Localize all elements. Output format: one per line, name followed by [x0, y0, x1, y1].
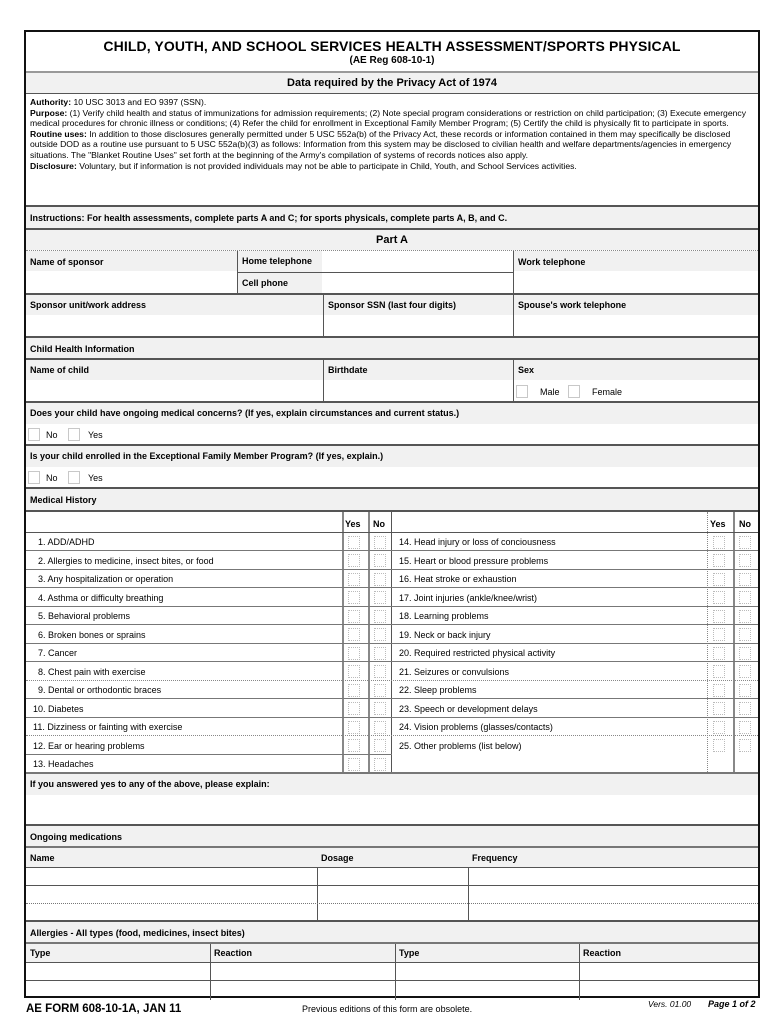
- birthdate-label: Birthdate: [328, 365, 368, 375]
- purpose-text: (1) Verify child health and status of immunizations for admission requirements; (2) Note special program considerations or restriction on child participation; (3) Execute emergency medical procedures for chronic illness or conditions; (4) Refer the child for enrollment in Exceptional Family Member Program; (5) Certify the child is physically fit to participate in sports.: [30, 107, 746, 129]
- mh-item-5: 5. Behavioral problems: [38, 611, 131, 621]
- spouse-work-telephone-field[interactable]: [514, 315, 758, 337]
- mh-18-yes-checkbox[interactable]: [713, 610, 725, 623]
- cell-phone-field[interactable]: [322, 273, 513, 294]
- mh-9-no-checkbox[interactable]: [374, 684, 386, 697]
- work-telephone-label: Work telephone: [518, 257, 586, 267]
- mh-5-yes-checkbox[interactable]: [348, 610, 360, 623]
- birthdate-field[interactable]: [324, 380, 513, 402]
- mh-item-3: 3. Any hospitalization or operation: [38, 574, 174, 584]
- mh-item-24: 24. Vision problems (glasses/contacts): [399, 722, 553, 732]
- spouse-work-telephone-label: Spouse's work telephone: [518, 300, 627, 310]
- mh-7-no-checkbox[interactable]: [374, 647, 386, 660]
- allergy-col-reaction-2: Reaction: [583, 948, 622, 958]
- privacy-heading: Data required by the Privacy Act of 1974: [287, 77, 497, 89]
- sponsor-ssn-field[interactable]: [324, 315, 513, 337]
- medications-heading: Ongoing medications: [30, 832, 123, 842]
- mh-11-no-checkbox[interactable]: [374, 721, 386, 734]
- mh-item-8: 8. Chest pain with exercise: [38, 667, 146, 677]
- other-problems-field[interactable]: [396, 754, 706, 772]
- medical-concerns-no-label: No: [46, 430, 58, 440]
- mh-24-no-checkbox[interactable]: [739, 721, 751, 734]
- allergy-row-1-type-1[interactable]: [26, 963, 210, 980]
- mh-1-no-checkbox[interactable]: [374, 536, 386, 549]
- sponsor-unit-label: Sponsor unit/work address: [30, 300, 147, 310]
- name-of-child-label: Name of child: [30, 365, 90, 375]
- disclosure-label: Disclosure:: [30, 160, 77, 171]
- efmp-question: Is your child enrolled in the Exceptional Family Member Program? (If yes, explain.): [30, 451, 384, 461]
- sex-female-label: Female: [592, 387, 623, 397]
- mh-8-no-checkbox[interactable]: [374, 665, 386, 678]
- form-regulation: (AE Reg 608-10-1): [349, 55, 435, 66]
- mh-23-yes-checkbox[interactable]: [713, 702, 725, 715]
- mh-18-no-checkbox[interactable]: [739, 610, 751, 623]
- mh-12-yes-checkbox[interactable]: [348, 739, 360, 752]
- med-col-name: Name: [30, 853, 55, 863]
- mh-25-yes-checkbox[interactable]: [713, 739, 725, 752]
- allergies-heading-row: [26, 920, 758, 942]
- disclosure-text: Voluntary, but if information is not provided individuals may not be able to participate in Child, Youth, and School Services activities.: [76, 160, 577, 171]
- mh-20-no-checkbox[interactable]: [739, 647, 751, 660]
- mh-10-yes-checkbox[interactable]: [348, 702, 360, 715]
- medical-concerns-yes-label: Yes: [88, 430, 103, 440]
- child-health-heading: Child Health Information: [30, 344, 135, 354]
- mh-16-no-checkbox[interactable]: [739, 573, 751, 586]
- explain-field[interactable]: [26, 795, 758, 825]
- cell-phone-label: Cell phone: [242, 278, 289, 288]
- work-telephone-field[interactable]: [514, 271, 758, 293]
- mh-17-no-checkbox[interactable]: [739, 591, 751, 604]
- mh-item-25: 25. Other problems (list below): [399, 741, 522, 751]
- part-a-heading-row: [26, 228, 758, 250]
- mh-1-yes-checkbox[interactable]: [348, 536, 360, 549]
- mh-22-yes-checkbox[interactable]: [713, 684, 725, 697]
- sex-male-label: Male: [540, 387, 560, 397]
- medical-concerns-question: Does your child have ongoing medical concerns? (If yes, explain circumstances and current status.): [30, 408, 460, 418]
- mh-15-no-checkbox[interactable]: [739, 554, 751, 567]
- mh-item-21: 21. Seizures or convulsions: [399, 667, 510, 677]
- mh-11-yes-checkbox[interactable]: [348, 721, 360, 734]
- authority-label: Authority:: [30, 97, 72, 107]
- mh-item-11: 11. Dizziness or fainting with exercise: [33, 722, 183, 732]
- form-id: AE FORM 608-10-1A, JAN 11: [26, 1003, 182, 1015]
- col-no-right: No: [739, 519, 751, 529]
- mh-item-16: 16. Heat stroke or exhaustion: [399, 574, 517, 584]
- mh-3-no-checkbox[interactable]: [374, 573, 386, 586]
- med-row-1-dosage[interactable]: [318, 868, 468, 885]
- medical-concerns-yes-checkbox[interactable]: [68, 428, 80, 441]
- health-assessment-form: [24, 30, 760, 998]
- efmp-no-label: No: [46, 473, 58, 483]
- privacy-heading-row: [26, 71, 758, 93]
- mh-20-yes-checkbox[interactable]: [713, 647, 725, 660]
- medical-concerns-no-checkbox[interactable]: [28, 428, 40, 441]
- mh-15-yes-checkbox[interactable]: [713, 554, 725, 567]
- allergy-row-2-reaction-1[interactable]: [211, 981, 395, 999]
- allergy-row-2-type-1[interactable]: [26, 981, 210, 999]
- instructions-text: Instructions: For health assessments, complete parts A and C; for sports physicals, complete parts A, B, and C.: [30, 213, 508, 223]
- mh-14-no-checkbox[interactable]: [739, 536, 751, 549]
- privacy-statement: [26, 93, 758, 204]
- med-row-3-name[interactable]: [26, 904, 317, 921]
- med-col-frequency: Frequency: [472, 853, 518, 863]
- medical-history-heading-row: [26, 487, 758, 510]
- mh-7-yes-checkbox[interactable]: [348, 647, 360, 660]
- mh-item-6: 6. Broken bones or sprains: [38, 630, 146, 640]
- medications-heading-row: [26, 824, 758, 846]
- name-of-sponsor-label: Name of sponsor: [30, 257, 104, 267]
- mh-23-no-checkbox[interactable]: [739, 702, 751, 715]
- allergy-row-1-type-2[interactable]: [396, 963, 579, 980]
- allergy-row-1-reaction-2[interactable]: [580, 963, 758, 980]
- efmp-no-checkbox[interactable]: [28, 471, 40, 484]
- mh-21-yes-checkbox[interactable]: [713, 665, 725, 678]
- mh-10-no-checkbox[interactable]: [374, 702, 386, 715]
- mh-item-1: 1. ADD/ADHD: [38, 537, 95, 547]
- mh-item-7: 7. Cancer: [38, 648, 78, 658]
- explain-label: If you answered yes to any of the above, please explain:: [30, 779, 270, 789]
- form-header: [26, 32, 758, 71]
- mh-3-yes-checkbox[interactable]: [348, 573, 360, 586]
- allergy-row-2-reaction-2[interactable]: [580, 981, 758, 999]
- mh-item-19: 19. Neck or back injury: [399, 630, 491, 640]
- efmp-yes-label: Yes: [88, 473, 103, 483]
- mh-5-no-checkbox[interactable]: [374, 610, 386, 623]
- col-no-left: No: [373, 519, 385, 529]
- allergy-col-type-1: Type: [30, 948, 51, 958]
- mh-16-yes-checkbox[interactable]: [713, 573, 725, 586]
- sex-male-checkbox[interactable]: [516, 385, 528, 398]
- name-of-sponsor-field[interactable]: [26, 271, 237, 293]
- col-yes-left: Yes: [345, 519, 361, 529]
- sponsor-unit-row: [26, 293, 758, 336]
- mh-item-10: 10. Diabetes: [33, 704, 84, 714]
- allergies-heading: Allergies - All types (food, medicines, insect bites): [30, 928, 245, 938]
- mh-22-no-checkbox[interactable]: [739, 684, 751, 697]
- mh-9-yes-checkbox[interactable]: [348, 684, 360, 697]
- home-telephone-label: Home telephone: [242, 256, 313, 266]
- mh-4-yes-checkbox[interactable]: [348, 591, 360, 604]
- mh-item-9: 9. Dental or orthodontic braces: [38, 685, 162, 695]
- form-version: Vers. 01.00: [648, 999, 692, 1009]
- col-yes-right: Yes: [710, 519, 726, 529]
- home-telephone-field[interactable]: [322, 251, 513, 272]
- mh-item-2: 2. Allergies to medicine, insect bites, or food: [38, 556, 214, 566]
- mh-6-yes-checkbox[interactable]: [348, 628, 360, 641]
- mh-item-4: 4. Asthma or difficulty breathing: [38, 593, 164, 603]
- medical-history-heading: Medical History: [30, 495, 97, 505]
- allergy-row-1-reaction-1[interactable]: [211, 963, 395, 980]
- mh-item-18: 18. Learning problems: [399, 611, 489, 621]
- mh-2-no-checkbox[interactable]: [374, 554, 386, 567]
- explain-row: [26, 772, 758, 824]
- form-title: CHILD, YOUTH, AND SCHOOL SERVICES HEALTH ASSESSMENT/SPORTS PHYSICAL: [103, 38, 681, 54]
- mh-item-14: 14. Head injury or loss of conciousness: [399, 537, 556, 547]
- mh-17-yes-checkbox[interactable]: [713, 591, 725, 604]
- mh-item-13: 13. Headaches: [33, 759, 94, 769]
- mh-19-yes-checkbox[interactable]: [713, 628, 725, 641]
- mh-13-no-checkbox[interactable]: [374, 758, 386, 771]
- medical-history-table: [26, 510, 758, 772]
- med-row-3-dosage[interactable]: [318, 904, 468, 921]
- mh-19-no-checkbox[interactable]: [739, 628, 751, 641]
- name-of-child-field[interactable]: [26, 380, 323, 402]
- allergy-row-2-type-2[interactable]: [396, 981, 579, 999]
- sponsor-unit-field[interactable]: [26, 315, 323, 337]
- mh-item-12: 12. Ear or hearing problems: [33, 741, 145, 751]
- mh-8-yes-checkbox[interactable]: [348, 665, 360, 678]
- med-row-1-name[interactable]: [26, 868, 317, 885]
- instructions-row: [26, 205, 758, 228]
- med-row-1-frequency[interactable]: [469, 868, 758, 885]
- med-row-2-frequency[interactable]: [469, 886, 758, 903]
- allergy-col-reaction-1: Reaction: [214, 948, 253, 958]
- efmp-row: [26, 444, 758, 487]
- mh-14-yes-checkbox[interactable]: [713, 536, 725, 549]
- mh-12-no-checkbox[interactable]: [374, 739, 386, 752]
- mh-item-23: 23. Speech or development delays: [399, 704, 538, 714]
- obsolete-notice: Previous editions of this form are obsolete.: [302, 1004, 473, 1014]
- mh-item-17: 17. Joint injuries (ankle/knee/wrist): [399, 593, 538, 603]
- child-health-heading-row: [26, 336, 758, 358]
- medications-table: [26, 846, 758, 920]
- mh-24-yes-checkbox[interactable]: [713, 721, 725, 734]
- mh-item-22: 22. Sleep problems: [399, 685, 477, 695]
- child-info-row: [26, 358, 758, 401]
- page-number: Page 1 of 2: [708, 999, 756, 1009]
- med-row-3-frequency[interactable]: [469, 904, 758, 921]
- med-row-2-name[interactable]: [26, 886, 317, 903]
- medical-concerns-row: [26, 401, 758, 444]
- efmp-yes-checkbox[interactable]: [68, 471, 80, 484]
- med-col-dosage: Dosage: [321, 853, 354, 863]
- sex-label: Sex: [518, 365, 535, 375]
- mh-item-15: 15. Heart or blood pressure problems: [399, 556, 549, 566]
- routine-uses-text: In addition to those disclosures generally permitted under 5 USC 552a(b) of the Privacy Act, these records or information contained in them may specifically be disclosed outside DOD as a routine use pursuant to 5 USC 552a(b)(3) as follows: Information from this system may be disclosed to civilian health and welfare departments/agencies in emergency situations. The "Blanket Routine Uses" set forth at the beginning of the Army's compilation of systems of records notices also apply.: [30, 128, 732, 160]
- mh-4-no-checkbox[interactable]: [374, 591, 386, 604]
- routine-uses-label: Routine uses:: [30, 128, 87, 139]
- mh-6-no-checkbox[interactable]: [374, 628, 386, 641]
- mh-21-no-checkbox[interactable]: [739, 665, 751, 678]
- allergy-col-type-2: Type: [399, 948, 420, 958]
- purpose-label: Purpose:: [30, 107, 68, 118]
- mh-item-20: 20. Required restricted physical activity: [399, 648, 556, 658]
- authority-text: 10 USC 3013 and EO 9397 (SSN).: [71, 97, 207, 107]
- mh-25-no-checkbox[interactable]: [739, 739, 751, 752]
- med-row-2-dosage[interactable]: [318, 886, 468, 903]
- allergies-table: [26, 942, 758, 998]
- sponsor-row: [26, 250, 758, 293]
- mh-13-yes-checkbox[interactable]: [348, 758, 360, 771]
- part-a-heading: Part A: [376, 234, 408, 246]
- mh-2-yes-checkbox[interactable]: [348, 554, 360, 567]
- sex-female-checkbox[interactable]: [568, 385, 580, 398]
- sponsor-ssn-label: Sponsor SSN (last four digits): [328, 300, 457, 310]
